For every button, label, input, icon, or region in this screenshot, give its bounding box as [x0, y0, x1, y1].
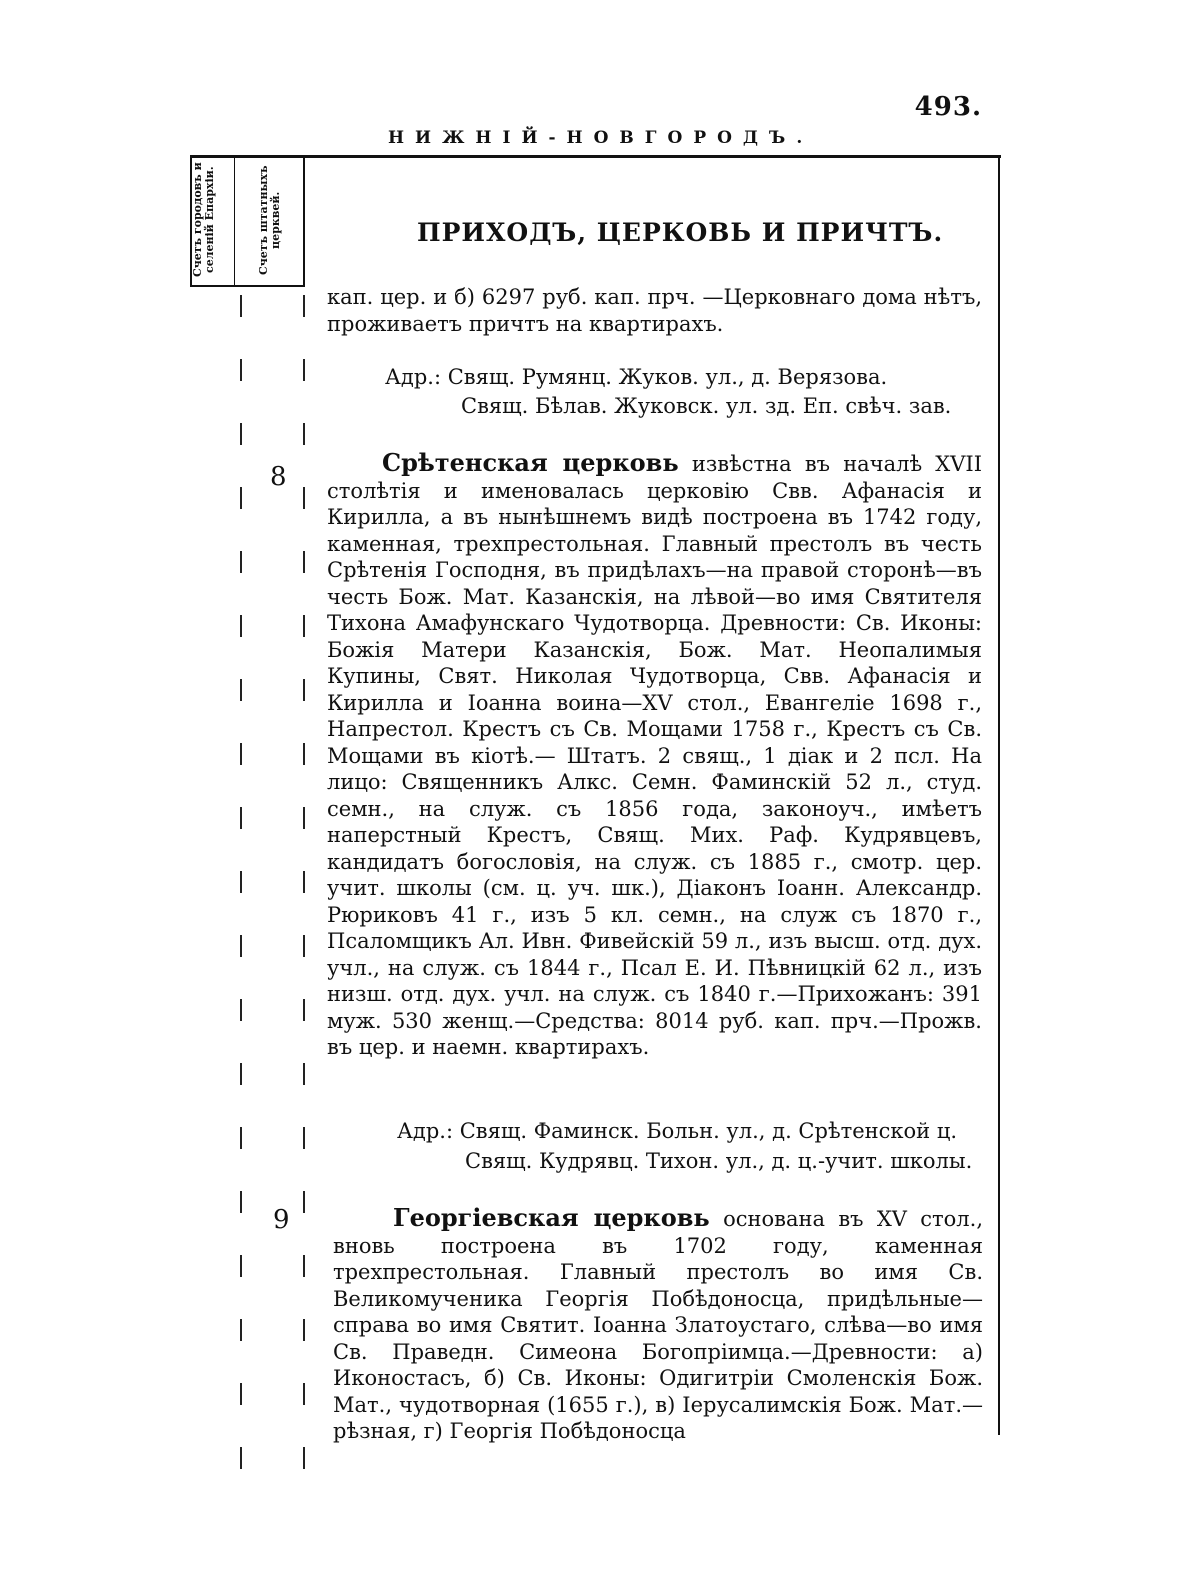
church-number-8: 8 [270, 462, 287, 492]
header-rule [190, 155, 1001, 158]
church-description: основана въ XV стол., вновь построена въ 1702 году, каменная трехпрестольная. Главный престолъ во имя Св. Великомученика Георгія Побѣдоносца, придѣльные—справа во имя Святит. Іоанна Златоустаго, слѣва—во имя Св. Праведн. Симеона Богопріимца.—Древности: а) Иконостасъ, б) Св. Иконы: Одигитріи Смоленскія Бож. Мат., чудотворная (1655 г.), в) Іерусалимскія Бож. Мат.—рѣзная, г) Георгія Побѣдоносца [333, 1207, 983, 1443]
column-separator [234, 155, 235, 287]
entry-continued-text: кап. цер. и б) 6297 руб. кап. прч. —Церковнаго дома нѣтъ, проживаетъ причтъ на квартирахъ. [327, 285, 982, 336]
church-description: извѣстна въ началѣ XVII столѣтія и именовалась церковію Свв. Афанасія и Кирилла, а въ нынѣшнемъ видѣ построена въ 1742 году, каменная, трехпрестольная. Главный престолъ въ честь Срѣтенія Господня, въ придѣлахъ—на правой сторонѣ—въ честь Бож. Мат. Казанскія, на лѣвой—во имя Святителя Тихона Амафунскаго Чудотворца. Древности: Св. Иконы: Божія Матери Казанскія, Бож. Мат. Неопалимыя Купины, Свят. Николая Чудотворца, Свв. Афанасія и Кирилла и Іоанна воина—XV стол., Евангеліе 1698 г., Напрестол. Крестъ съ Св. Мощами 1758 г., Крестъ съ Св. Мощами въ кіотѣ.— Штатъ. 2 свящ., 1 діак и 2 псл. На лицо: Священникъ Алкс. Семн. Фаминскій 52 л., студ. семн., на служ. съ 1856 года, законоуч., имѣетъ наперстный Крестъ, Свящ. Мих. Раф. Кудрявцевъ, кандидатъ богословія, на служ. съ 1885 г., смотр. цер. учит. школы (см. ц. уч. шк.), Діаконъ Іоанн. Александр. Рюриковъ 41 г., изъ 5 кл. семн., на служ съ 1870 г., Псаломщикъ Ал. Ивн. Фивейскій 59 л., изъ высш. отд. дух. учл., на служ. съ 1844 г., Псал Е. И. Пѣвницкій 62 л., изъ низш. отд. дух. учл. на служ. съ 1840 г.—Прихожанъ: 391 муж. 530 женщ.—Средства: 8014 руб. кап. прч.—Прожв. въ цер. и наемн. квартирахъ. [327, 452, 982, 1059]
right-border-rule [998, 155, 1000, 1435]
column-dashed-rule [240, 295, 242, 1475]
column-dashed-rule [303, 295, 305, 1475]
page-number: 493. [914, 92, 982, 122]
church-number-9: 9 [273, 1205, 290, 1235]
column-header-rule [190, 285, 305, 287]
church-name: Георгіевская церковь [393, 1203, 710, 1232]
running-head: НИЖНІЙ-НОВГОРОДЪ. [388, 128, 814, 148]
church-entry-9 [333, 1205, 983, 1445]
entry-continued-address-2: Свящ. Бѣлав. Жуковск. ул. зд. Еп. свѣч. зав. [461, 394, 952, 418]
church-name: Срѣтенская церковь [382, 448, 679, 477]
column-header-towns: Счетъ городовъ и селеній Епархіи. [191, 162, 216, 278]
column-header-churches: Счетъ штатныхъ церквей. [257, 165, 282, 275]
church-8-address-1: Адр.: Свящ. Фаминск. Больн. ул., д. Срѣтенской ц. [397, 1119, 958, 1143]
church-8-address-2: Свящ. Кудрявц. Тихон. ул., д. ц.-учит. школы. [465, 1149, 973, 1173]
church-entry-8 [327, 450, 982, 1061]
section-title: ПРИХОДЪ, ЦЕРКОВЬ И ПРИЧТЪ. [417, 218, 944, 247]
column-separator [303, 155, 305, 287]
entry-continued-address-1: Адр.: Свящ. Румянц. Жуков. ул., д. Верязова. [385, 365, 888, 389]
